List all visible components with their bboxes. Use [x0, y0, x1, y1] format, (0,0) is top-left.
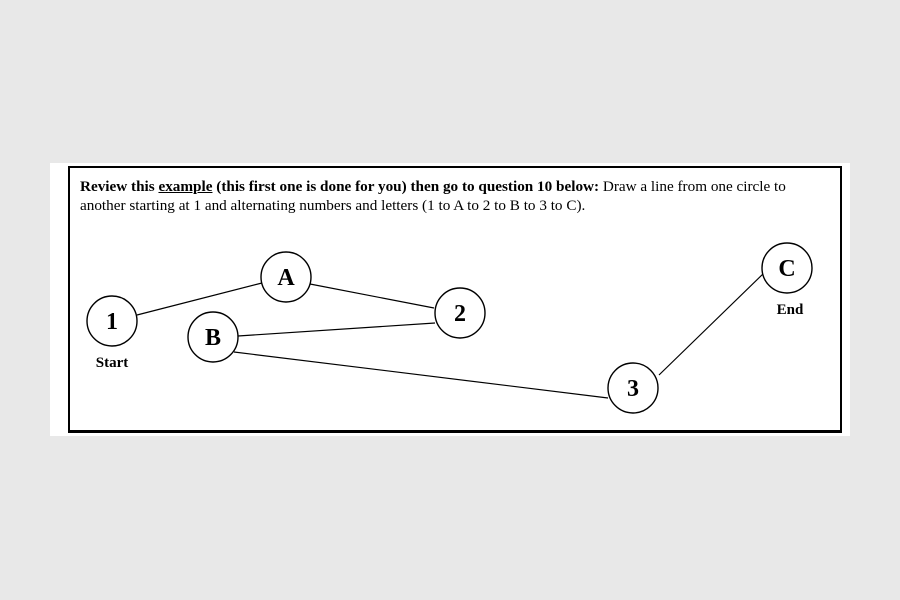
node-2-label: 2 [454, 301, 466, 327]
node-C-label: C [778, 256, 796, 282]
connector-3-to-C [659, 271, 766, 375]
node-3-label: 3 [627, 376, 639, 402]
node-1-label: 1 [106, 309, 118, 335]
instructions-bold-lead-1: Review this [80, 178, 159, 195]
worksheet-sheet [50, 163, 850, 436]
connector-A-to-2 [310, 284, 434, 308]
node-A-label: A [277, 265, 295, 291]
instructions-underlined-word: example [158, 178, 213, 195]
trail-diagram [50, 163, 850, 436]
start-caption: Start [95, 355, 129, 371]
instructions-body: Draw a line from one circle to another starting at 1 and alternating numbers and letters (1 to A to 2 to B to 3 to C). [80, 178, 786, 214]
connector-2-to-B [238, 323, 435, 336]
instructions-bold-lead-2: (this first one is done for you) then go to question 10 below: [212, 178, 600, 195]
connector-1-to-A [137, 283, 262, 315]
node-B-label: B [204, 325, 222, 351]
connector-B-to-3 [234, 352, 608, 398]
end-caption: End [776, 302, 804, 318]
